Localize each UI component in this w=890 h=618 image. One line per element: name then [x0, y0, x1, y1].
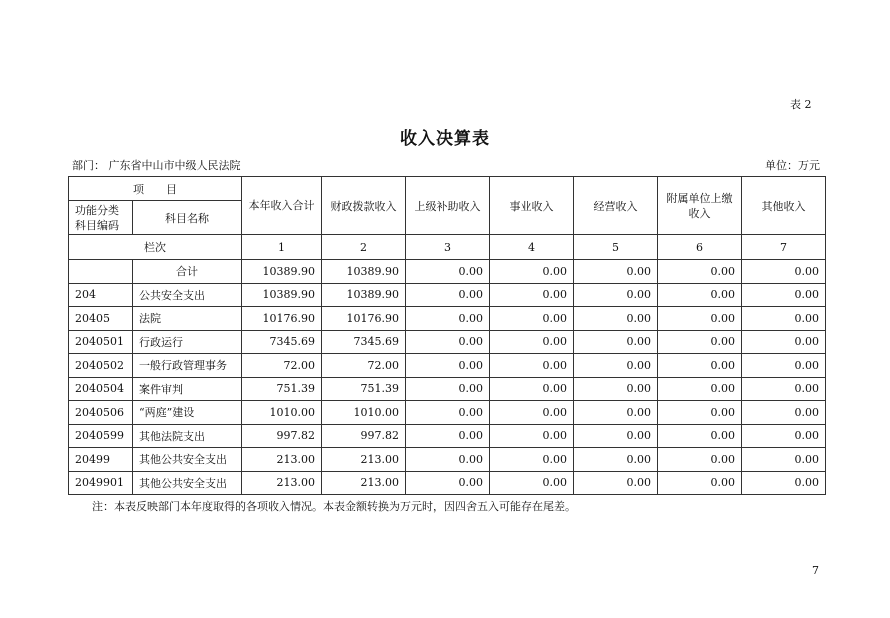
header-operating: 经营收入 — [574, 177, 658, 235]
income-table — [68, 176, 826, 495]
row-value: 0.00 — [490, 260, 574, 284]
row-value: 751.39 — [242, 377, 322, 401]
column-number-row — [69, 235, 826, 260]
column-number: 3 — [406, 235, 490, 260]
page-number: 7 — [812, 564, 819, 577]
row-value: 0.00 — [574, 471, 658, 495]
column-number: 7 — [742, 235, 826, 260]
row-value: 213.00 — [322, 471, 406, 495]
row-value: 0.00 — [490, 401, 574, 425]
row-value: 0.00 — [490, 330, 574, 354]
row-name: 其他公共安全支出 — [133, 448, 242, 472]
row-code: 204 — [69, 283, 133, 307]
row-value: 0.00 — [490, 471, 574, 495]
table-row — [69, 354, 826, 378]
row-value: 0.00 — [658, 424, 742, 448]
column-number-label: 栏次 — [69, 235, 242, 260]
row-value: 0.00 — [742, 260, 826, 284]
row-value: 0.00 — [658, 307, 742, 331]
row-value: 0.00 — [406, 424, 490, 448]
row-value: 0.00 — [574, 448, 658, 472]
header-other: 其他收入 — [742, 177, 826, 235]
row-code: 2040506 — [69, 401, 133, 425]
row-value: 0.00 — [406, 471, 490, 495]
row-value: 0.00 — [490, 377, 574, 401]
row-value: 0.00 — [658, 330, 742, 354]
row-name: 行政运行 — [133, 330, 242, 354]
row-value: 0.00 — [490, 354, 574, 378]
row-value: 10389.90 — [322, 260, 406, 284]
row-value: 0.00 — [490, 307, 574, 331]
table-row — [69, 424, 826, 448]
row-name: 公共安全支出 — [133, 283, 242, 307]
row-value: 72.00 — [322, 354, 406, 378]
column-number: 6 — [658, 235, 742, 260]
header-subject-name: 科目名称 — [133, 201, 242, 235]
row-value: 0.00 — [574, 307, 658, 331]
footnote: 注：本表反映部门本年度取得的各项收入情况。本表金额转换为万元时，因四舍五入可能存在尾差。 — [92, 500, 576, 513]
row-value: 0.00 — [658, 377, 742, 401]
row-value: 10389.90 — [242, 260, 322, 284]
header-superior: 上级补助收入 — [406, 177, 490, 235]
row-value: 0.00 — [490, 283, 574, 307]
column-number: 4 — [490, 235, 574, 260]
row-value: 0.00 — [574, 283, 658, 307]
header-func-code: 功能分类 科目编码 — [69, 201, 133, 235]
row-value: 213.00 — [242, 471, 322, 495]
row-name: 案件审判 — [133, 377, 242, 401]
row-name: 其他公共安全支出 — [133, 471, 242, 495]
row-value: 0.00 — [658, 283, 742, 307]
row-value: 997.82 — [242, 424, 322, 448]
header-fiscal: 财政拨款收入 — [322, 177, 406, 235]
row-value: 0.00 — [406, 330, 490, 354]
row-value: 0.00 — [658, 260, 742, 284]
unit-label: 单位：万元 — [765, 159, 820, 172]
row-value: 72.00 — [242, 354, 322, 378]
header-current-income: 本年收入合计 — [242, 177, 322, 235]
row-code — [69, 260, 133, 284]
row-value: 0.00 — [742, 471, 826, 495]
table-row — [69, 448, 826, 472]
row-value: 0.00 — [742, 354, 826, 378]
row-code: 2040599 — [69, 424, 133, 448]
row-code: 2049901 — [69, 471, 133, 495]
row-value: 10176.90 — [322, 307, 406, 331]
row-value: 0.00 — [406, 377, 490, 401]
row-name: 合计 — [133, 260, 242, 284]
row-value: 0.00 — [574, 401, 658, 425]
row-name: 法院 — [133, 307, 242, 331]
row-code: 20405 — [69, 307, 133, 331]
row-value: 7345.69 — [242, 330, 322, 354]
column-number: 5 — [574, 235, 658, 260]
row-value: 0.00 — [658, 471, 742, 495]
row-value: 0.00 — [574, 330, 658, 354]
row-value: 0.00 — [406, 307, 490, 331]
row-value: 0.00 — [574, 354, 658, 378]
header-row-1 — [69, 177, 826, 201]
row-code: 2040501 — [69, 330, 133, 354]
department-label: 部门： 广东省中山市中级人民法院 — [72, 159, 241, 172]
row-value: 0.00 — [406, 448, 490, 472]
table-row — [69, 307, 826, 331]
row-value: 1010.00 — [242, 401, 322, 425]
row-value: 0.00 — [742, 401, 826, 425]
table-label: 表 2 — [790, 98, 812, 111]
page-title: 收入决算表 — [400, 129, 490, 149]
row-value: 0.00 — [490, 424, 574, 448]
row-value: 751.39 — [322, 377, 406, 401]
row-value: 0.00 — [658, 448, 742, 472]
row-value: 10176.90 — [242, 307, 322, 331]
row-value: 0.00 — [658, 401, 742, 425]
table-row — [69, 471, 826, 495]
row-value: 213.00 — [242, 448, 322, 472]
column-number: 2 — [322, 235, 406, 260]
row-value: 10389.90 — [322, 283, 406, 307]
row-value: 0.00 — [574, 424, 658, 448]
row-value: 213.00 — [322, 448, 406, 472]
table-row — [69, 330, 826, 354]
row-code: 2040502 — [69, 354, 133, 378]
row-name: 其他法院支出 — [133, 424, 242, 448]
row-value: 0.00 — [742, 307, 826, 331]
header-business: 事业收入 — [490, 177, 574, 235]
table-row — [69, 260, 826, 284]
row-value: 0.00 — [742, 424, 826, 448]
row-value: 0.00 — [658, 354, 742, 378]
row-value: 997.82 — [322, 424, 406, 448]
row-value: 0.00 — [574, 377, 658, 401]
row-value: 0.00 — [742, 377, 826, 401]
row-value: 0.00 — [742, 448, 826, 472]
row-code: 2040504 — [69, 377, 133, 401]
row-value: 0.00 — [406, 354, 490, 378]
table-row — [69, 283, 826, 307]
table-row — [69, 401, 826, 425]
row-value: 0.00 — [406, 283, 490, 307]
table-row — [69, 377, 826, 401]
row-value: 0.00 — [406, 260, 490, 284]
header-affiliated: 附属单位上缴收入 — [658, 177, 742, 235]
row-name: “两庭”建设 — [133, 401, 242, 425]
row-value: 0.00 — [490, 448, 574, 472]
column-number: 1 — [242, 235, 322, 260]
row-name: 一般行政管理事务 — [133, 354, 242, 378]
row-value: 7345.69 — [322, 330, 406, 354]
row-value: 0.00 — [742, 330, 826, 354]
row-value: 1010.00 — [322, 401, 406, 425]
row-code: 20499 — [69, 448, 133, 472]
row-value: 0.00 — [406, 401, 490, 425]
header-item: 项 目 — [69, 177, 242, 201]
row-value: 10389.90 — [242, 283, 322, 307]
row-value: 0.00 — [574, 260, 658, 284]
row-value: 0.00 — [742, 283, 826, 307]
